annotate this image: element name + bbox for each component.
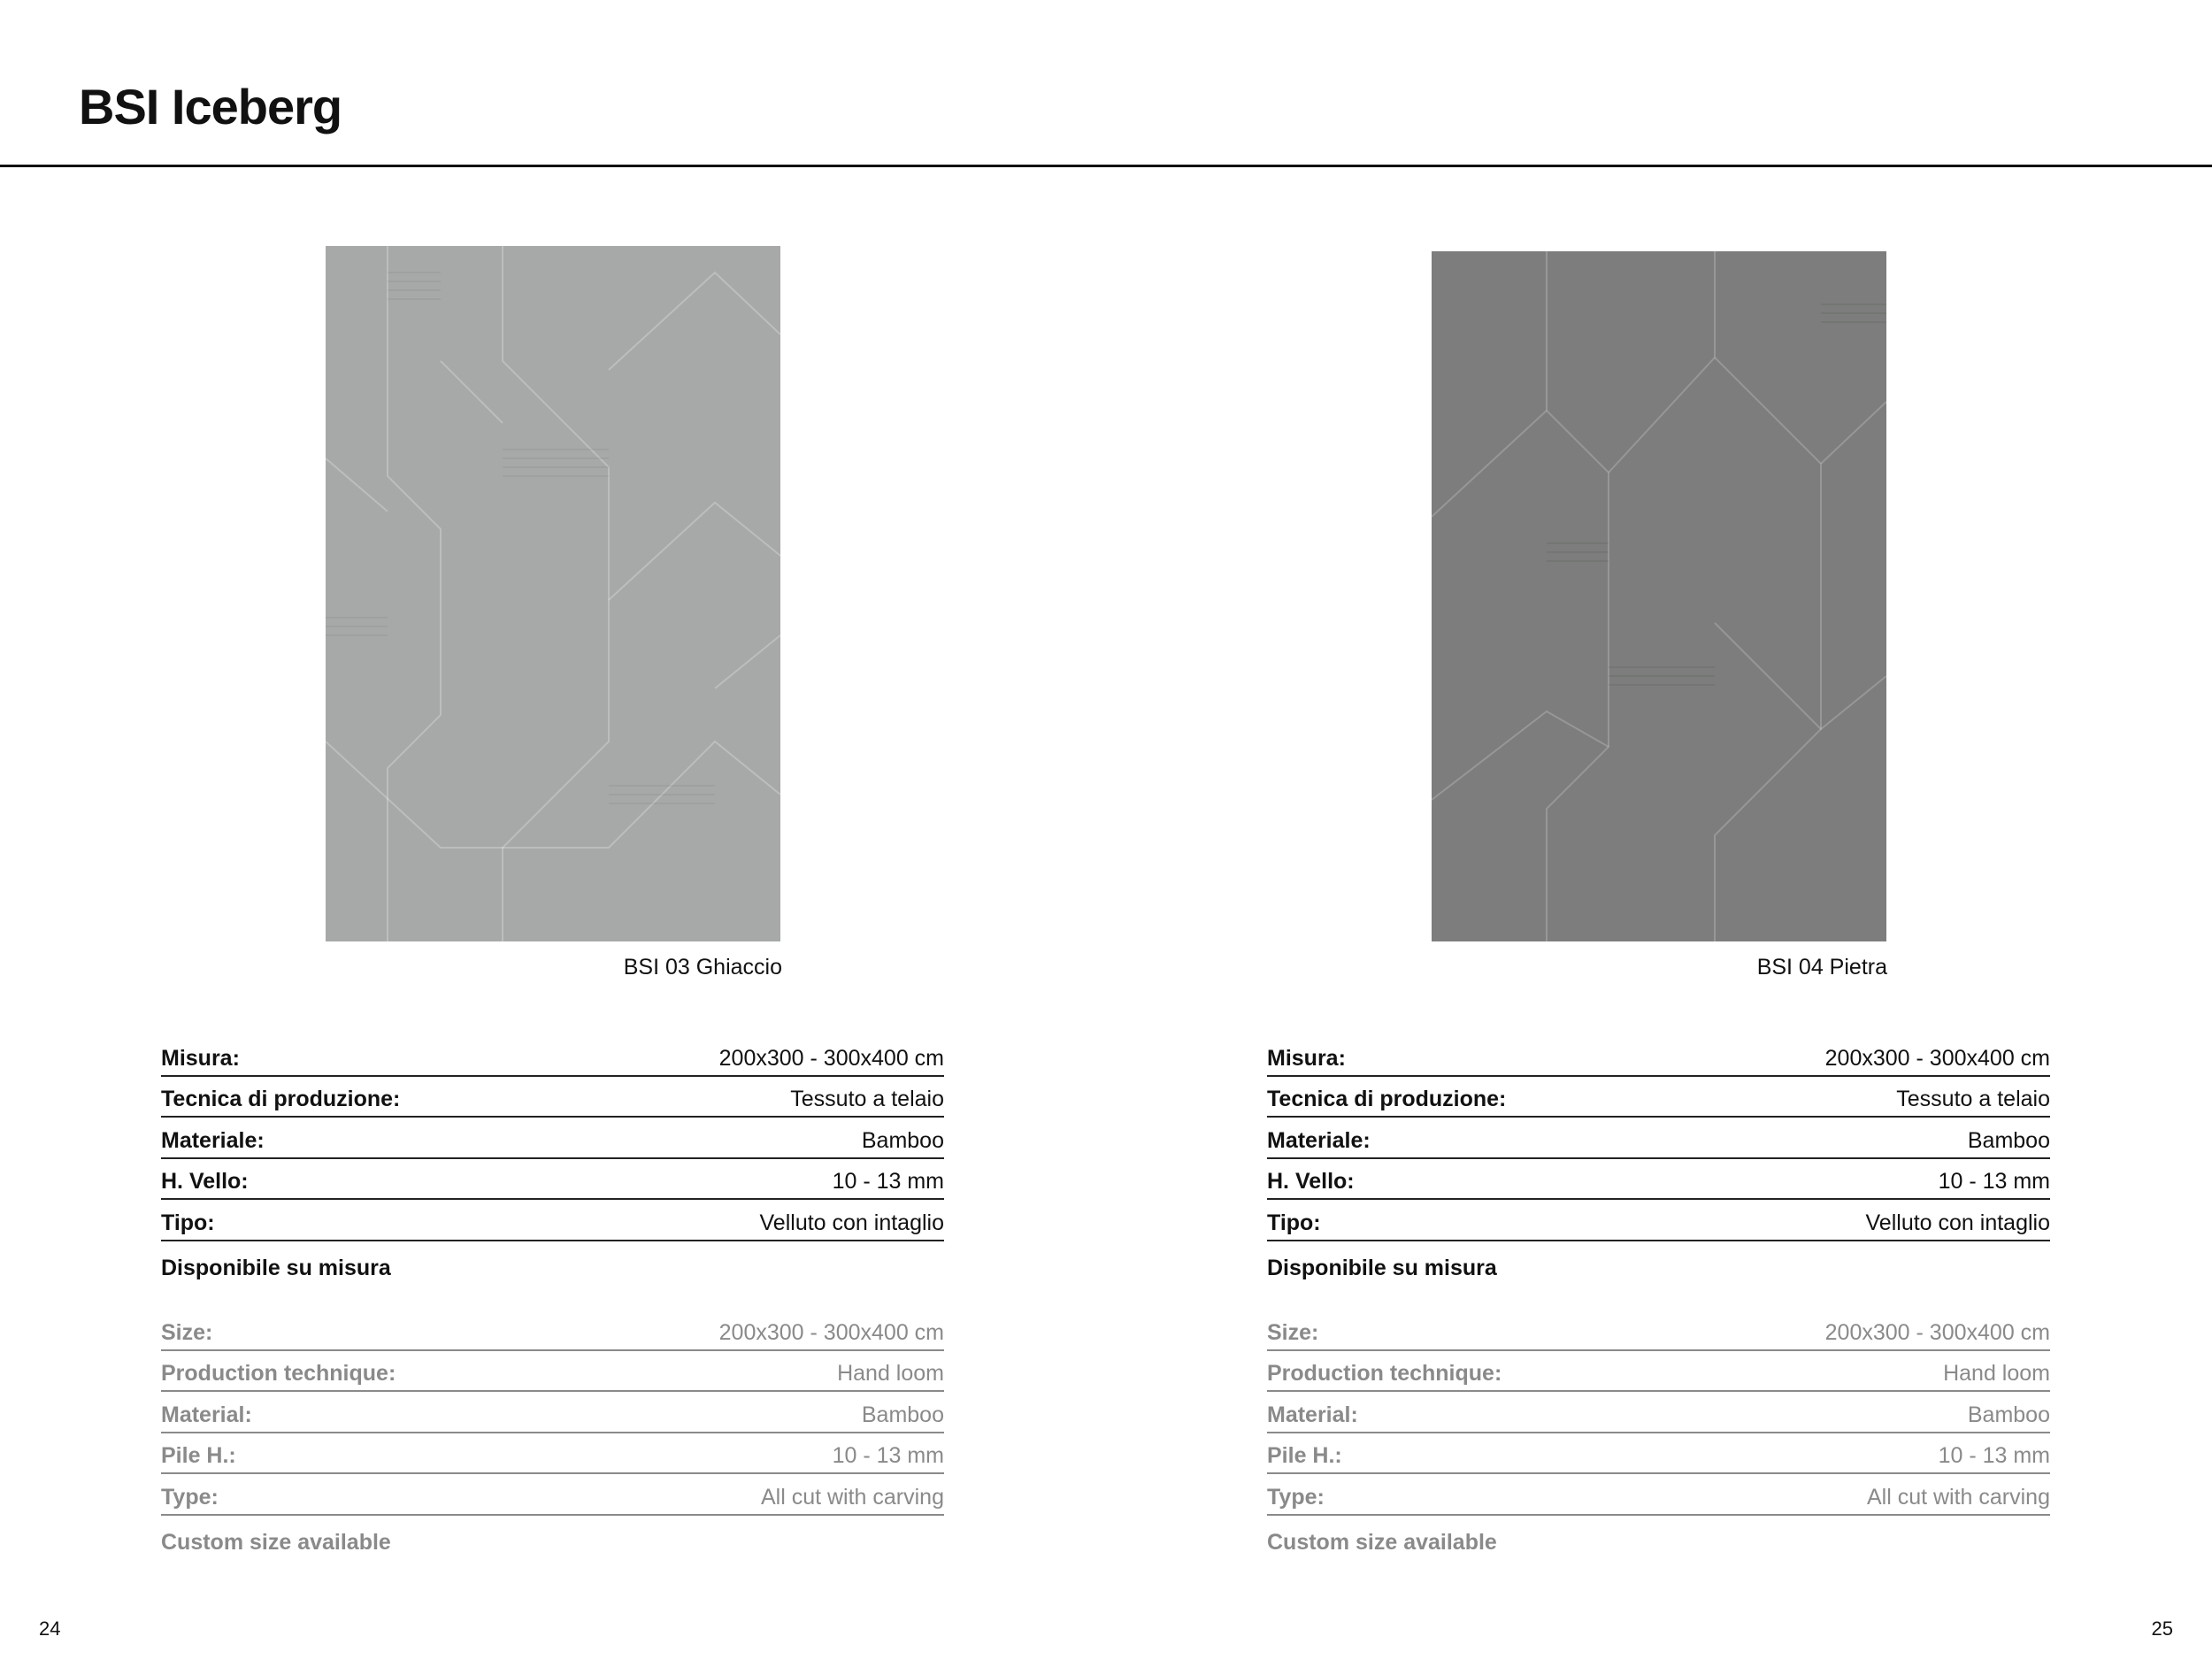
- spec-row: [1267, 1351, 2050, 1393]
- page-number-left: 24: [39, 1617, 61, 1640]
- spec-row: [161, 1200, 944, 1241]
- spec-row: [1267, 1392, 2050, 1433]
- spec-row: [161, 1351, 944, 1393]
- spec-label: Production technique:: [161, 1361, 396, 1386]
- spec-row: [161, 1433, 944, 1475]
- spec-label: Production technique:: [1267, 1361, 1502, 1386]
- spec-label: Tecnica di produzione:: [161, 1087, 401, 1111]
- spec-value: 200x300 - 300x400 cm: [718, 1319, 944, 1345]
- spec-row: [1267, 1159, 2050, 1201]
- spec-table-italian: [161, 1035, 944, 1281]
- spec-row: [1267, 1035, 2050, 1077]
- spec-value: 10 - 13 mm: [832, 1169, 944, 1194]
- spec-label: Misura:: [161, 1045, 240, 1071]
- spec-row: [1267, 1433, 2050, 1475]
- custom-size-note: Disponibile su misura: [161, 1255, 391, 1280]
- spec-row: [1267, 1310, 2050, 1351]
- spec-label: Materiale:: [1267, 1127, 1371, 1153]
- spec-row: [1267, 1077, 2050, 1118]
- spec-row: [1267, 1118, 2050, 1159]
- spec-value: Bamboo: [1967, 1402, 2050, 1427]
- spec-label: Type:: [161, 1484, 219, 1510]
- spec-label: Type:: [1267, 1484, 1325, 1510]
- spec-value: Bamboo: [861, 1127, 944, 1153]
- custom-size-note: Custom size available: [161, 1529, 391, 1555]
- spec-value: All cut with carving: [760, 1484, 944, 1510]
- product-caption: BSI 04 Pietra: [1756, 955, 1887, 980]
- spec-label: Tipo:: [1267, 1210, 1321, 1235]
- spec-value: Hand loom: [1943, 1361, 2050, 1386]
- spec-value: Bamboo: [1967, 1127, 2050, 1153]
- spec-value: Hand loom: [837, 1361, 944, 1386]
- product-caption: BSI 03 Ghiaccio: [623, 955, 782, 980]
- spec-value: Tessuto a telaio: [790, 1087, 944, 1111]
- spec-row: [161, 1077, 944, 1118]
- page-title: BSI Iceberg: [79, 79, 342, 134]
- spec-value: 200x300 - 300x400 cm: [1824, 1319, 2050, 1345]
- spec-label: Pile H.:: [161, 1443, 236, 1468]
- spec-label: Material:: [161, 1402, 252, 1427]
- spec-row: [161, 1118, 944, 1159]
- spec-table-italian: [1267, 1035, 2050, 1281]
- spec-label: H. Vello:: [1267, 1169, 1355, 1194]
- spec-table-english: [1267, 1310, 2050, 1556]
- spec-label: Tipo:: [161, 1210, 215, 1235]
- custom-size-note: Disponibile su misura: [1267, 1255, 1497, 1280]
- spec-label: H. Vello:: [161, 1169, 249, 1194]
- spec-row: [161, 1159, 944, 1201]
- spec-label: Pile H.:: [1267, 1443, 1342, 1468]
- custom-size-note: Custom size available: [1267, 1529, 1497, 1555]
- spec-row: [161, 1310, 944, 1351]
- spec-row: [161, 1035, 944, 1077]
- rug-image-bsi-04: [1432, 251, 1886, 941]
- spec-label: Tecnica di produzione:: [1267, 1087, 1507, 1111]
- spec-label: Misura:: [1267, 1045, 1346, 1071]
- spec-label: Material:: [1267, 1402, 1358, 1427]
- spec-value: Bamboo: [861, 1402, 944, 1427]
- rug-image-bsi-03: [326, 246, 780, 941]
- spec-row: [161, 1392, 944, 1433]
- spec-value: 10 - 13 mm: [1938, 1169, 2050, 1194]
- page-number-right: 25: [2151, 1617, 2173, 1640]
- spec-label: Materiale:: [161, 1127, 265, 1153]
- spec-value: All cut with carving: [1866, 1484, 2050, 1510]
- spec-row: [1267, 1474, 2050, 1516]
- spec-value: Tessuto a telaio: [1896, 1087, 2050, 1111]
- spec-label: Size:: [1267, 1319, 1319, 1345]
- spec-value: 10 - 13 mm: [832, 1443, 944, 1468]
- spec-value: 200x300 - 300x400 cm: [1824, 1045, 2050, 1071]
- spec-table-english: [161, 1310, 944, 1556]
- spec-value: Velluto con intaglio: [1865, 1210, 2050, 1235]
- spec-value: 10 - 13 mm: [1938, 1443, 2050, 1468]
- spec-label: Size:: [161, 1319, 213, 1345]
- spec-value: Velluto con intaglio: [759, 1210, 944, 1235]
- spec-value: 200x300 - 300x400 cm: [718, 1045, 944, 1071]
- spec-row: [1267, 1200, 2050, 1241]
- title-divider: [0, 165, 2212, 167]
- spec-row: [161, 1474, 944, 1516]
